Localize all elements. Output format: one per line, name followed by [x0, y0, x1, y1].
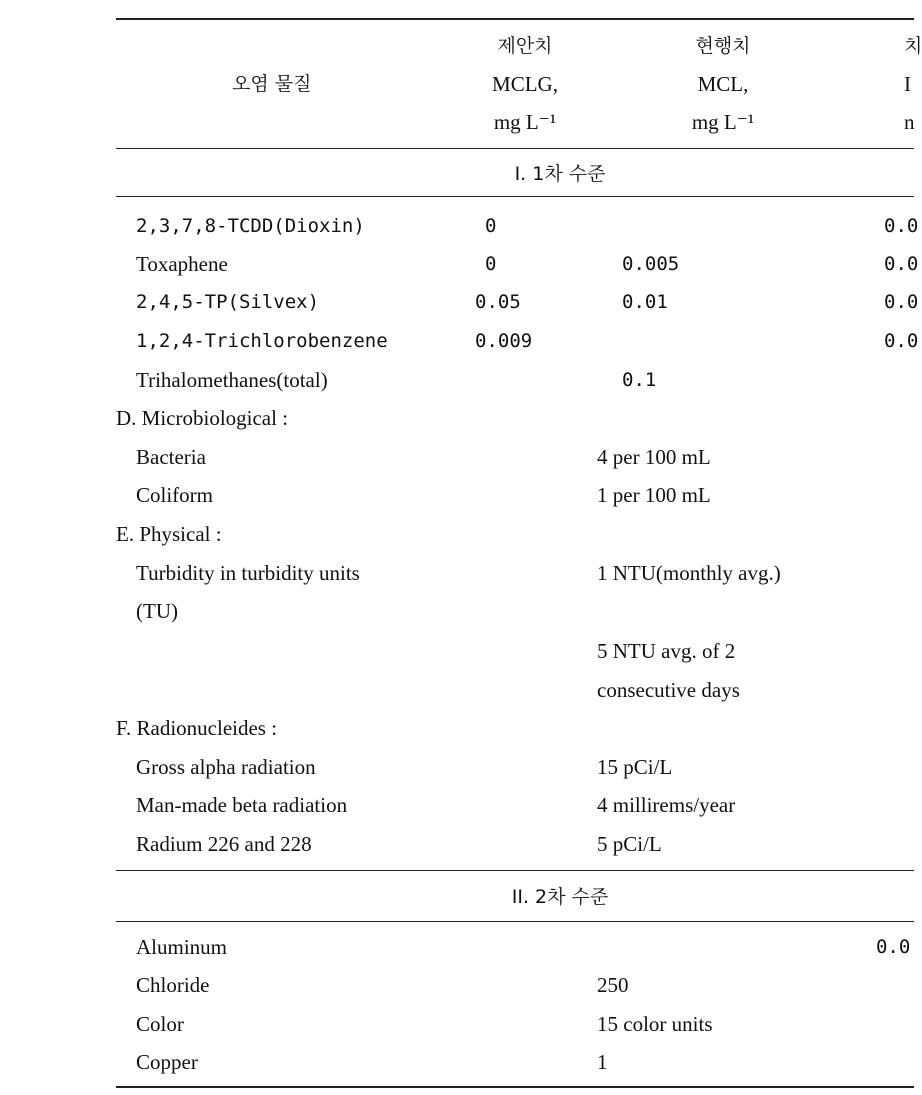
- table-row-mcl: 15 color units: [597, 1012, 713, 1036]
- table-top-rule: [116, 18, 914, 20]
- physical-heading: E. Physical :: [116, 522, 222, 546]
- header-col4-line3: n: [904, 110, 915, 134]
- header-col4-line2: I: [904, 72, 911, 96]
- header-pollutant: 오염 물질: [232, 73, 312, 95]
- table-row-name: Bacteria: [136, 445, 206, 469]
- table-row-name: Man-made beta radiation: [136, 793, 348, 817]
- header-mcl-line1: 현행치: [695, 35, 751, 57]
- header-mcl-line2: MCL,: [697, 72, 749, 96]
- table-row-mcl: 250: [597, 973, 629, 997]
- table-row-col4: 0.0: [876, 936, 911, 958]
- table-row-name: Toxaphene: [136, 252, 228, 276]
- turbidity-mcl-line3: consecutive days: [597, 678, 740, 702]
- table-row-name: 2,4,5-TP(Silvex): [136, 291, 320, 313]
- table-row-mcl: 0.005: [622, 253, 680, 275]
- primary-end-rule: [116, 870, 914, 871]
- table-row-mcl: 0.01: [622, 291, 668, 313]
- turbidity-mcl-line2: 5 NTU avg. of 2: [597, 639, 736, 663]
- table-row-mclg: 0: [485, 253, 497, 275]
- header-mcl-line3: mg L⁻¹: [691, 110, 755, 134]
- turbidity-name-line2: (TU): [136, 599, 178, 623]
- table-row-name: 1,2,4-Trichlorobenzene: [136, 330, 388, 352]
- table-row-mclg: 0.05: [475, 291, 521, 313]
- table-row-name: Chloride: [136, 973, 210, 997]
- header-col4-line1: 치: [904, 35, 922, 57]
- header-mclg-line3: mg L⁻¹: [493, 110, 557, 134]
- table-row-name: Copper: [136, 1050, 198, 1074]
- table-row-mcl: 4 per 100 mL: [597, 445, 711, 469]
- table-row-col4: 0.0: [884, 253, 919, 275]
- table-row-mcl: 1: [597, 1050, 608, 1074]
- radionucleides-heading: F. Radionucleides :: [116, 716, 278, 740]
- header-bottom-rule: [116, 148, 914, 149]
- table-row-name: Trihalomethanes(total): [136, 368, 328, 392]
- turbidity-name-line1: Turbidity in turbidity units: [136, 561, 360, 585]
- section-primary-rule: [116, 196, 914, 197]
- table-row-name: 2,3,7,8-TCDD(Dioxin): [136, 215, 365, 237]
- table-row-mcl: 15 pCi/L: [597, 755, 673, 779]
- table-row-mclg: 0.009: [475, 330, 533, 352]
- table-row-col4: 0.0: [884, 215, 919, 237]
- table-row-mcl: 0.1: [622, 369, 657, 391]
- turbidity-mcl-line1: 1 NTU(monthly avg.): [597, 561, 781, 585]
- table-bottom-rule: [116, 1086, 914, 1088]
- section-secondary-rule: [116, 921, 914, 922]
- section-primary-title: I. 1차 수준: [514, 163, 606, 185]
- section-secondary-title: II. 2차 수준: [511, 886, 609, 908]
- table-row-name: Color: [136, 1012, 184, 1036]
- microbiological-heading: D. Microbiological :: [116, 406, 289, 430]
- table-row-name: Gross alpha radiation: [136, 755, 316, 779]
- table-row-mcl: 1 per 100 mL: [597, 483, 711, 507]
- header-mclg-line2: MCLG,: [492, 72, 558, 96]
- table-row-name: Aluminum: [136, 935, 228, 959]
- table-row-name: Coliform: [136, 483, 213, 507]
- header-mclg-line1: 제안치: [497, 35, 553, 57]
- table-row-col4: 0.0: [884, 330, 919, 352]
- table-row-name: Radium 226 and 228: [136, 832, 312, 856]
- table-row-mcl: 5 pCi/L: [597, 832, 662, 856]
- table-row-mcl: 4 millirems/year: [597, 793, 736, 817]
- table-row-col4: 0.0: [884, 291, 919, 313]
- table-row-mclg: 0: [485, 215, 497, 237]
